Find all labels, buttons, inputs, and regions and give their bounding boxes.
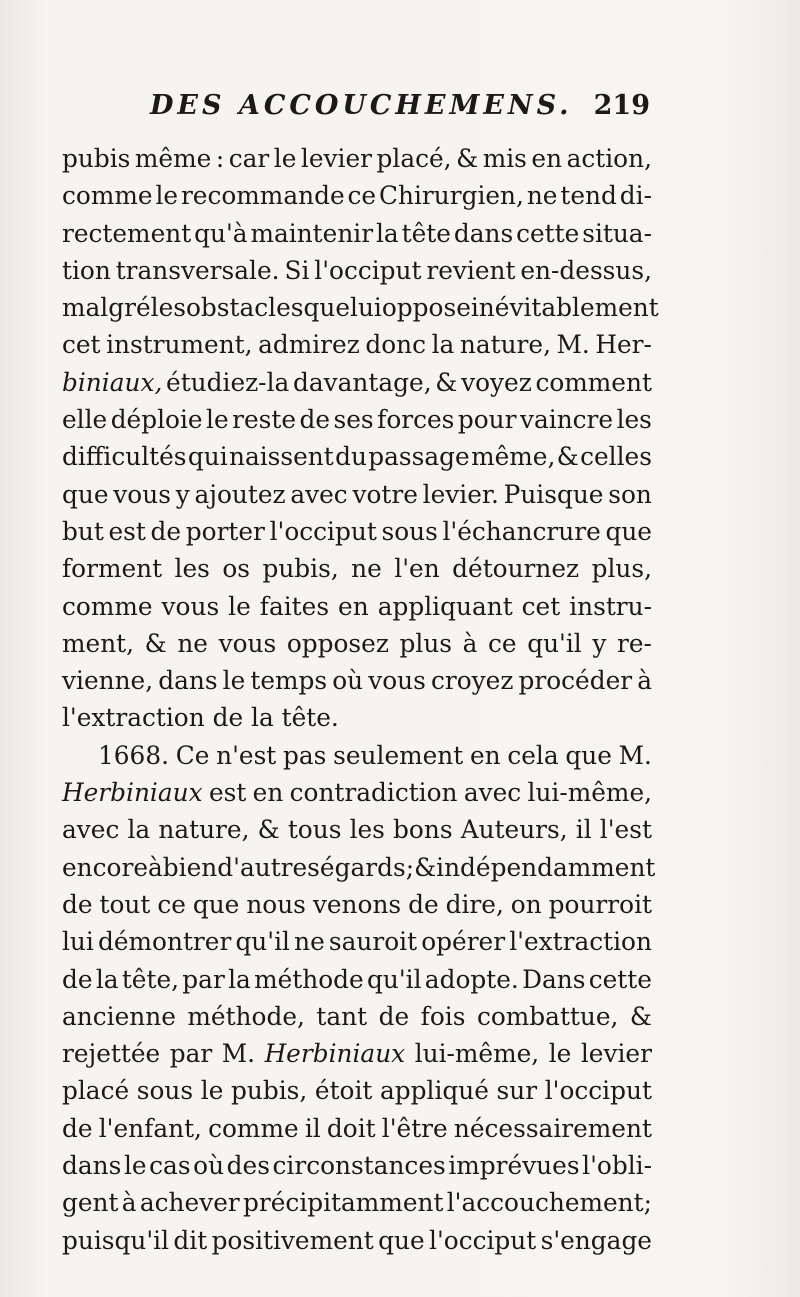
text-line: vienne, dans le temps où vous croyez procéder à <box>62 666 652 696</box>
text-line: 1668. Ce n'est pas seulement en cela que M. <box>98 740 652 770</box>
text-line: tion transversale. Si l'occiput revient en-dessus, <box>62 255 652 285</box>
text-line: malgré les obstacles que lui oppose inévitablement <box>62 293 659 323</box>
text-line: encore à bien d'autres égards; & indépendamment <box>62 852 656 882</box>
text-line: ment, & ne vous opposez plus à ce qu'il y re- <box>62 628 652 658</box>
text-line: difficultés qui naissent du passage même, & celles <box>62 442 652 472</box>
text-line: cet instrument, admirez donc la nature, M. Her- <box>62 330 652 360</box>
text-line: rectement qu'à maintenir la tête dans cette situa- <box>62 218 652 248</box>
text-line: de l'enfant, comme il doit l'être nécessairement <box>62 1113 652 1143</box>
text-line: que vous y ajoutez avec votre levier. Puisque son <box>62 479 652 509</box>
page-number: 219 <box>593 90 650 121</box>
text-line: pubis même : car le levier placé, & mis en action, <box>62 144 652 173</box>
text-line: avec la nature, & tous les bons Auteurs, il l'est <box>62 815 652 845</box>
text-line: lui démontrer qu'il ne sauroit opérer l'extraction <box>62 927 652 957</box>
running-head-title: DES ACCOUCHEMENS. <box>150 90 573 121</box>
text-line: de la tête, par la méthode qu'il adopte. Dans cette <box>62 964 652 994</box>
text-line: ancienne méthode, tant de fois combattue, & <box>62 1001 652 1031</box>
text-line: forment les os pubis, ne l'en détournez plus, <box>62 554 652 584</box>
text-line: de tout ce que nous venons de dire, on pourroit <box>62 889 652 919</box>
text-line: dans le cas où des circonstances imprévues l'obli- <box>62 1151 652 1181</box>
text-line: puisqu'il dit positivement que l'occiput s'engage <box>62 1225 652 1255</box>
text-line: rejettée par M. Herbiniaux lui-même, le levier <box>62 1039 652 1069</box>
running-head <box>150 90 650 121</box>
text-line: elle déploie le reste de ses forces pour vaincre les <box>62 405 652 435</box>
body-text <box>62 140 659 1259</box>
text-line: biniaux, étudiez-la davantage, & voyez comment <box>62 367 652 397</box>
text-line: but est de porter l'occiput sous l'échancrure que <box>62 516 652 546</box>
text-line: placé sous le pubis, étoit appliqué sur l'occiput <box>62 1076 652 1106</box>
text-line: gent à achever précipitamment l'accouchement; <box>62 1188 652 1218</box>
text-line: comme le recommande ce Chirurgien, ne tend di- <box>62 181 652 211</box>
text-line: l'extraction de la tête. <box>62 703 339 733</box>
text-line: comme vous le faites en appliquant cet instru- <box>62 591 652 621</box>
text-line: Herbiniaux est en contradiction avec lui-même, <box>62 778 652 808</box>
